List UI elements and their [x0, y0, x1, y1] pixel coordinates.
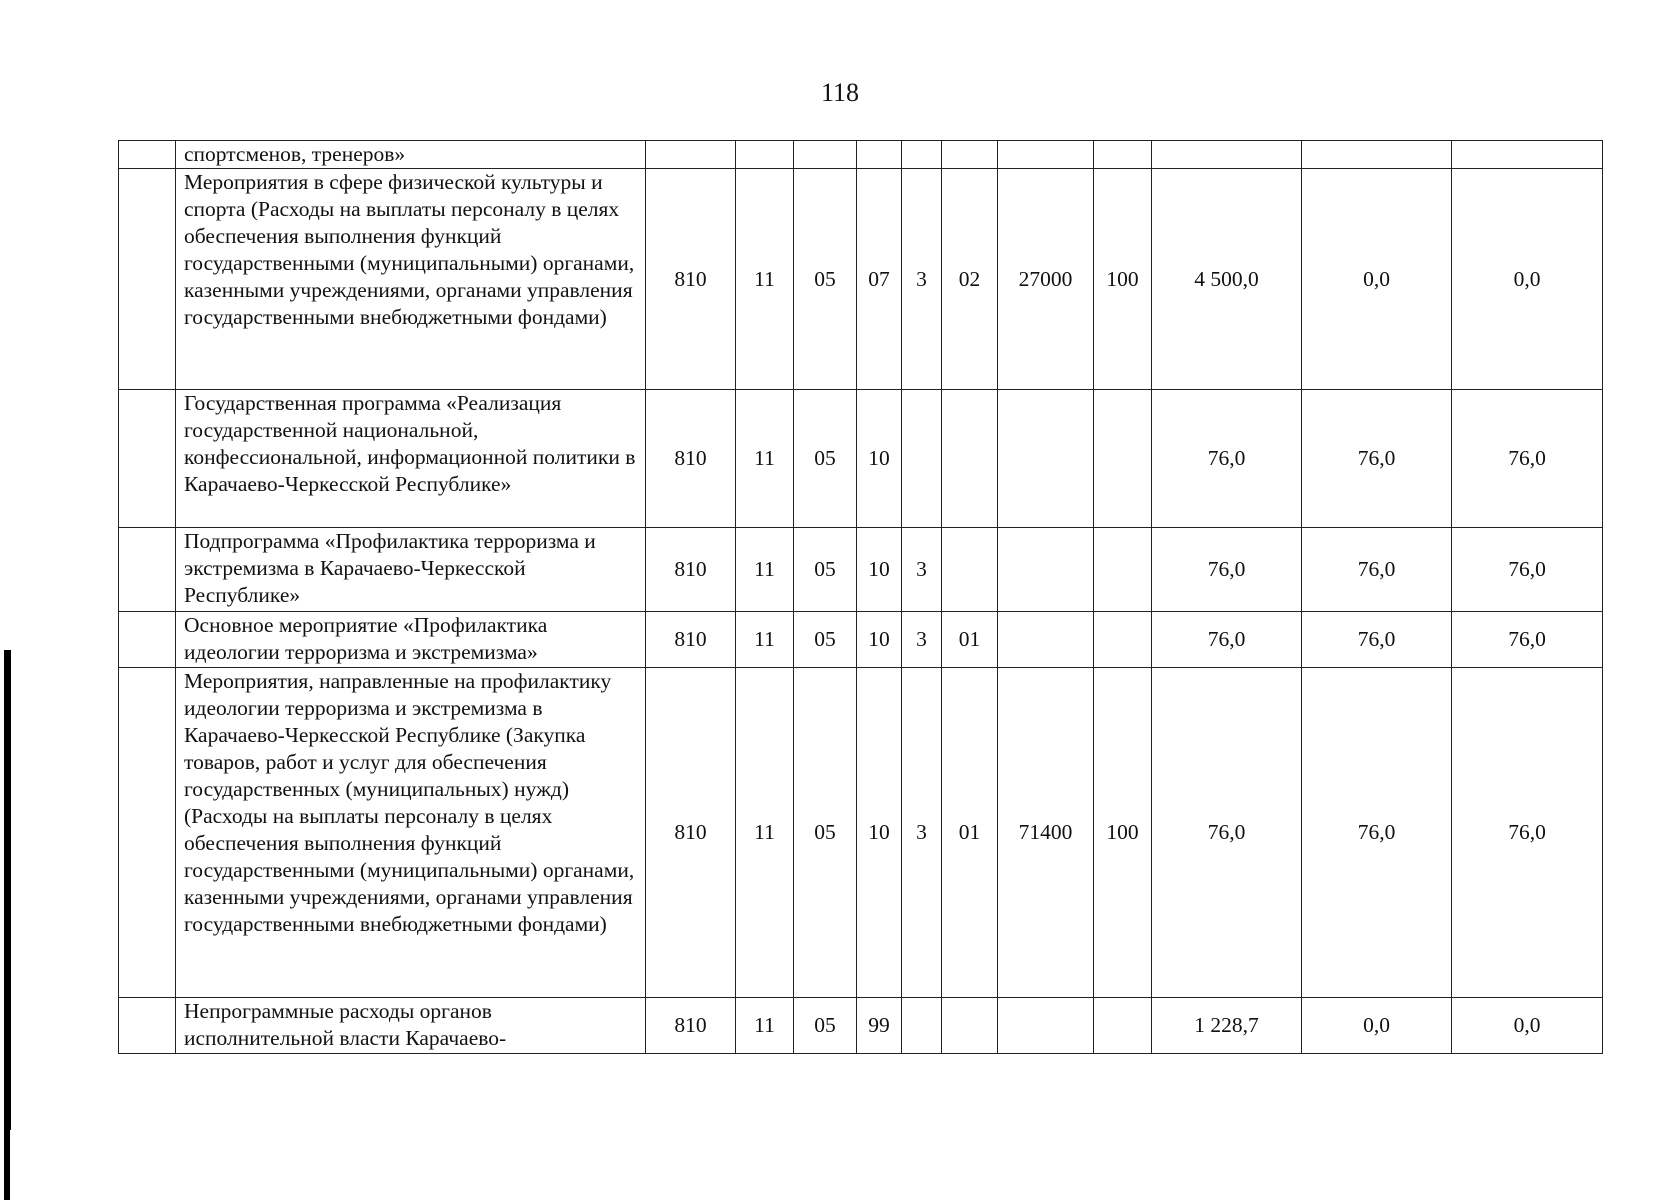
- code-cell: 810: [646, 668, 736, 998]
- code-cell: [1094, 390, 1152, 528]
- code-cell: 3: [902, 169, 942, 390]
- code-cell: [998, 390, 1094, 528]
- code-cell: 05: [794, 998, 857, 1054]
- code-cell: [998, 528, 1094, 612]
- row-number-cell: [119, 169, 176, 390]
- code-cell: 01: [942, 612, 998, 668]
- code-cell: 810: [646, 528, 736, 612]
- table-row: [119, 612, 1603, 668]
- table-row: [119, 141, 1603, 169]
- code-cell: 01: [942, 668, 998, 998]
- table-row: [119, 528, 1603, 612]
- item-name-cell: Непрограммные расходы органов исполнительной власти Карачаево-: [176, 998, 646, 1054]
- code-cell: 99: [857, 998, 902, 1054]
- code-cell: [902, 998, 942, 1054]
- code-cell: [646, 141, 736, 169]
- amount-cell: 0,0: [1302, 998, 1452, 1054]
- row-number-cell: [119, 528, 176, 612]
- code-cell: [1094, 998, 1152, 1054]
- item-name-cell: Мероприятия, направленные на профилактику идеологии терроризма и экстремизма в Карачаево-Черкесской Республике (Закупка товаров, работ и услуг для обеспечения государственных (муниципальных) нужд) (Расходы на выплаты персоналу в целях обеспечения выполнения функций государственными (муниципальными) органами, казенными учреждениями, органами управления государственными внебюджетными фондами): [176, 668, 646, 998]
- amount-cell: 0,0: [1302, 169, 1452, 390]
- table-row: [119, 169, 1603, 390]
- amount-cell: [1302, 141, 1452, 169]
- code-cell: 05: [794, 169, 857, 390]
- code-cell: [902, 141, 942, 169]
- table-row: [119, 998, 1603, 1054]
- code-cell: 3: [902, 612, 942, 668]
- amount-cell: [1452, 141, 1603, 169]
- code-cell: [998, 612, 1094, 668]
- amount-cell: 76,0: [1452, 390, 1603, 528]
- code-cell: 11: [736, 169, 794, 390]
- code-cell: [998, 998, 1094, 1054]
- code-cell: 11: [736, 612, 794, 668]
- code-cell: 05: [794, 390, 857, 528]
- amount-cell: 76,0: [1452, 612, 1603, 668]
- code-cell: 05: [794, 612, 857, 668]
- code-cell: 810: [646, 612, 736, 668]
- amount-cell: 76,0: [1302, 612, 1452, 668]
- budget-table: [118, 140, 1603, 1054]
- code-cell: [794, 141, 857, 169]
- code-cell: 10: [857, 390, 902, 528]
- code-cell: [736, 141, 794, 169]
- amount-cell: 76,0: [1152, 668, 1302, 998]
- item-name-cell: Государственная программа «Реализация государственной национальной, конфессиональной, информационной политики в Карачаево-Черкесской Республике»: [176, 390, 646, 528]
- amount-cell: 76,0: [1452, 668, 1603, 998]
- code-cell: 810: [646, 169, 736, 390]
- row-number-cell: [119, 141, 176, 169]
- code-cell: 11: [736, 998, 794, 1054]
- amount-cell: 76,0: [1302, 390, 1452, 528]
- amount-cell: 76,0: [1152, 390, 1302, 528]
- item-name-cell: Подпрограмма «Профилактика терроризма и экстремизма в Карачаево-Черкесской Республике»: [176, 528, 646, 612]
- code-cell: 02: [942, 169, 998, 390]
- amount-cell: 0,0: [1452, 169, 1603, 390]
- row-number-cell: [119, 998, 176, 1054]
- code-cell: 05: [794, 668, 857, 998]
- amount-cell: 1 228,7: [1152, 998, 1302, 1054]
- code-cell: 05: [794, 528, 857, 612]
- code-cell: 11: [736, 528, 794, 612]
- amount-cell: 0,0: [1452, 998, 1603, 1054]
- page-number: 118: [820, 78, 860, 107]
- code-cell: [942, 528, 998, 612]
- amount-cell: 76,0: [1302, 528, 1452, 612]
- code-cell: 11: [736, 668, 794, 998]
- code-cell: 71400: [998, 668, 1094, 998]
- row-number-cell: [119, 612, 176, 668]
- row-number-cell: [119, 390, 176, 528]
- code-cell: 07: [857, 169, 902, 390]
- code-cell: 27000: [998, 169, 1094, 390]
- code-cell: 3: [902, 528, 942, 612]
- code-cell: 810: [646, 390, 736, 528]
- amount-cell: 76,0: [1152, 528, 1302, 612]
- code-cell: 11: [736, 390, 794, 528]
- code-cell: [1094, 528, 1152, 612]
- code-cell: [1094, 141, 1152, 169]
- code-cell: 3: [902, 668, 942, 998]
- code-cell: [942, 390, 998, 528]
- code-cell: 10: [857, 528, 902, 612]
- item-name-cell: Основное мероприятие «Профилактика идеологии терроризма и экстремизма»: [176, 612, 646, 668]
- item-name-cell: спортсменов, тренеров»: [176, 141, 646, 169]
- code-cell: [902, 390, 942, 528]
- code-cell: 100: [1094, 169, 1152, 390]
- scan-edge-mark-thin: [9, 650, 11, 1130]
- code-cell: 810: [646, 998, 736, 1054]
- code-cell: [1094, 612, 1152, 668]
- amount-cell: 76,0: [1452, 528, 1603, 612]
- code-cell: [857, 141, 902, 169]
- row-number-cell: [119, 668, 176, 998]
- amount-cell: 76,0: [1152, 612, 1302, 668]
- code-cell: 100: [1094, 668, 1152, 998]
- code-cell: 10: [857, 612, 902, 668]
- code-cell: 10: [857, 668, 902, 998]
- code-cell: [998, 141, 1094, 169]
- code-cell: [942, 998, 998, 1054]
- table-row: [119, 390, 1603, 528]
- code-cell: [942, 141, 998, 169]
- amount-cell: 4 500,0: [1152, 169, 1302, 390]
- table-row: [119, 668, 1603, 998]
- amount-cell: 76,0: [1302, 668, 1452, 998]
- amount-cell: [1152, 141, 1302, 169]
- item-name-cell: Мероприятия в сфере физической культуры и спорта (Расходы на выплаты персоналу в целях обеспечения выполнения функций государственными (муниципальными) органами, казенными учреждениями, органами управления государственными внебюджетными фондами): [176, 169, 646, 390]
